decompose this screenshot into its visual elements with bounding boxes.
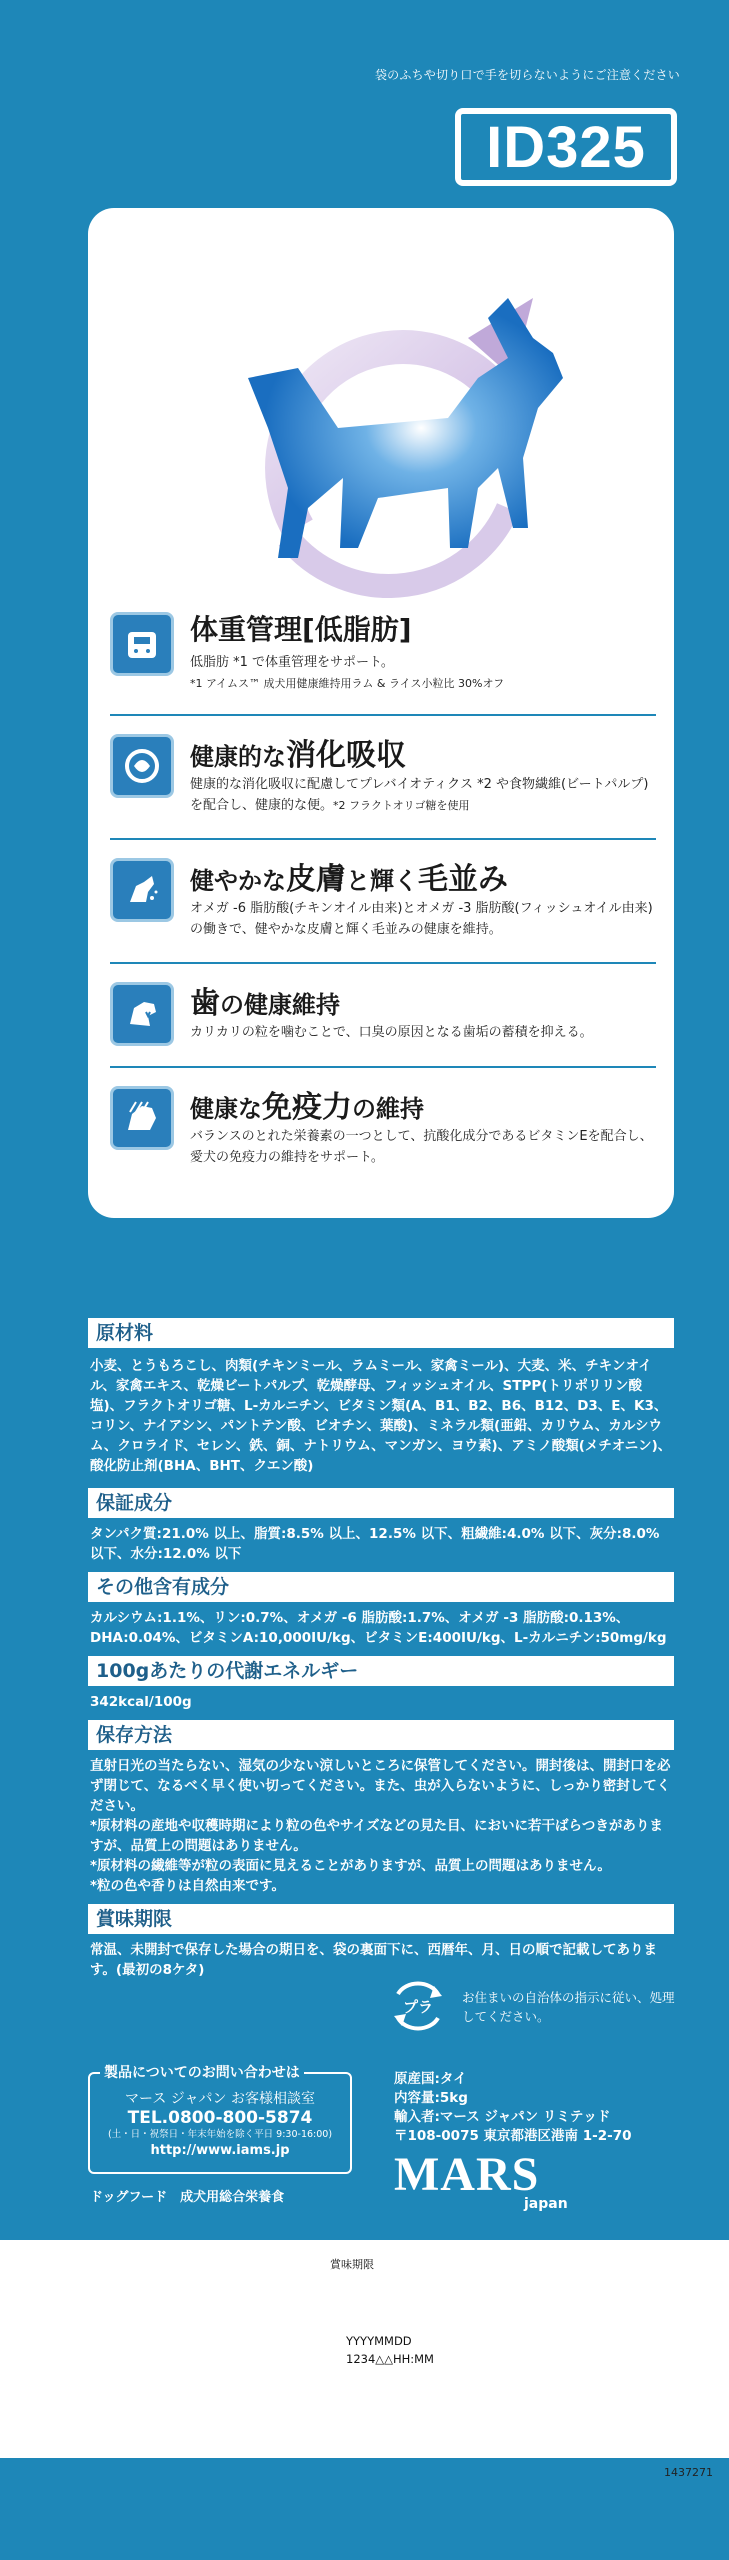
coat-icon (110, 858, 174, 922)
product-category: ドッグフード 成犬用総合栄養食 (90, 2190, 285, 2205)
svg-text:プラ: プラ (402, 1998, 434, 2016)
storage-text (90, 1756, 674, 1896)
storage-line: 直射日光の当たらない、湿気の少ない涼しいところに保管してください。開封後は、開封口を必ず閉じて、なるべく早く使い切ってください。また、虫が入らないように、しっかり密封してください。 (90, 1758, 671, 1814)
section-title-expiry: 賞味期限 (88, 1904, 674, 1934)
storage-line: *原材料の繊維等が粒の表面に見えることがありますが、品質上の問題はありません。 (90, 1858, 611, 1874)
energy-text: 342kcal/100g (90, 1694, 192, 1710)
expiry-code (346, 2332, 434, 2368)
storage-line: *原材料の産地や収穫時期により粒の色やサイズなどの見た目、においに若干ばらつきがありますが、品質上の問題はありません。 (90, 1818, 663, 1854)
contact-phone[interactable]: TEL.0800-800-5874 (127, 2108, 313, 2128)
plastic-recycle-icon (388, 1980, 448, 2032)
dog-illustration (178, 258, 598, 598)
product-id-badge: ID325 (455, 108, 677, 186)
section-title-energy: 100gあたりの代謝エネルギー (88, 1656, 674, 1686)
section-title-guaranteed: 保証成分 (88, 1488, 674, 1518)
expiry-print-area (0, 2240, 729, 2458)
print-code: 1437271 (664, 2466, 713, 2479)
feature-desc-text: 低脂肪 *1 で体重管理をサポート。 (190, 655, 394, 670)
other-nutrients-text: カルシウム:1.1%、リン:0.7%、オメガ -6 脂肪酸:1.7%、オメガ -3 脂肪酸:0.13%、DHA:0.04%、ビタミンA:10,000IU/kg、ビタミンE:400IU/kg、L-カルニチン:50mg/kg (90, 1610, 667, 1646)
divider (110, 1066, 656, 1068)
feature-title: 健やかな皮膚と輝く毛並み (190, 862, 508, 897)
feature-title: 健康的な消化吸収 (190, 738, 406, 773)
ingredients-text: 小麦、とうもろこし、肉類(チキンミール、ラムミール、家禽ミール)、大麦、米、チキンオイル、家禽エキス、乾燥ビートパルプ、乾燥酵母、フィッシュオイル、STPP(トリポリリン酸塩)、フラクトオリゴ糖、L-カルニチン、ビタミン類(A、B1、B2、B6、B12、D3、E、K3、コリン、ナイアシン、パントテン酸、ビオチン、葉酸)、ミネラル類(亜鉛、カリウム、カルシウム、クロライド、セレン、鉄、銅、ナトリウム、マンガン、ヨウ素)、アミノ酸類(メチオニン)、酸化防止剤(BHA、BHT、クエン酸) (90, 1358, 672, 1474)
immunity-icon (110, 1086, 174, 1150)
bottom-band (0, 2458, 729, 2560)
contact-company: マース ジャパン お客様相談室 (125, 2091, 315, 2107)
feature-desc (190, 652, 660, 694)
contact-hours: (土・日・祝祭日・年末年始を除く平日 9:30-16:00) (107, 2129, 333, 2140)
storage-line: *粒の色や香りは自然由来です。 (90, 1878, 285, 1894)
feature-title: 歯の健康維持 (190, 986, 340, 1021)
section-title-other: その他含有成分 (88, 1572, 674, 1602)
scale-icon (110, 612, 174, 676)
feature-footnote: *1 アイムス™ 成犬用健康維持用ラム & ライス小粒比 30%オフ (190, 677, 505, 690)
section-title-ingredients: 原材料 (88, 1318, 674, 1348)
lot-code-format: 1234△△HH:MM (346, 2352, 434, 2366)
feature-desc: カリカリの粒を噛むことで、口臭の原因となる歯垢の蓄積を抑える。 (190, 1025, 593, 1040)
contact-url[interactable]: http://www.iams.jp (150, 2143, 290, 2158)
net-weight: 内容量:5kg (394, 2090, 468, 2106)
expiry-label: 賞味期限 (330, 2258, 374, 2271)
divider (110, 714, 656, 716)
contact-box (88, 2072, 352, 2174)
guaranteed-analysis-text: タンパク質:21.0% 以上、脂質:8.5% 以上、12.5% 以下、粗繊維:4.0% 以下、灰分:8.0% 以下、水分:12.0% 以下 (90, 1526, 660, 1562)
feature-desc-text: 健康的な消化吸収に配慮してプレバイオティクス *2 や食物繊維(ビートパルプ)を配合し、健康的な便。 (190, 777, 649, 813)
feature-desc (190, 774, 660, 816)
origin-country: 原産国:タイ (394, 2071, 467, 2087)
divider (110, 838, 656, 840)
importer-address: 〒108-0075 東京都港区港南 1-2-70 (394, 2128, 632, 2144)
feature-desc: オメガ -6 脂肪酸(チキンオイル由来)とオメガ -3 脂肪酸(フィッシュオイル由来)の働きで、健やかな皮膚と輝く毛並みの健康を維持。 (190, 901, 653, 937)
recycle-instruction: お住まいの自治体の指示に従い、処理してください。 (462, 1990, 675, 2024)
digestion-icon (110, 734, 174, 798)
mars-logo-sub: japan (524, 2196, 568, 2212)
expiry-text: 常温、未開封で保存した場合の期日を、袋の裏面下に、西暦年、月、日の順で記載してあります。(最初の8ケタ) (90, 1942, 657, 1978)
importer: 輸入者:マース ジャパン リミテッド (394, 2109, 611, 2125)
divider (110, 962, 656, 964)
teeth-icon (110, 982, 174, 1046)
handling-caution-note: 袋のふちや切り口で手を切らないようにご注意ください (374, 68, 680, 82)
expiry-date-format: YYYYMMDD (346, 2334, 412, 2348)
mars-logo: MARS (394, 2148, 540, 2201)
feature-card (88, 208, 674, 1218)
feature-title: 体重管理[低脂肪] (190, 613, 412, 646)
contact-title: 製品についてのお問い合わせは (100, 2062, 304, 2082)
feature-desc: バランスのとれた栄養素の一つとして、抗酸化成分であるビタミンEを配合し、愛犬の免疫力の維持をサポート。 (190, 1129, 653, 1165)
section-title-storage: 保存方法 (88, 1720, 674, 1750)
origin-info (394, 2070, 684, 2146)
feature-title: 健康な免疫力の維持 (190, 1090, 424, 1125)
feature-footnote: *2 フラクトオリゴ糖を使用 (333, 799, 470, 812)
